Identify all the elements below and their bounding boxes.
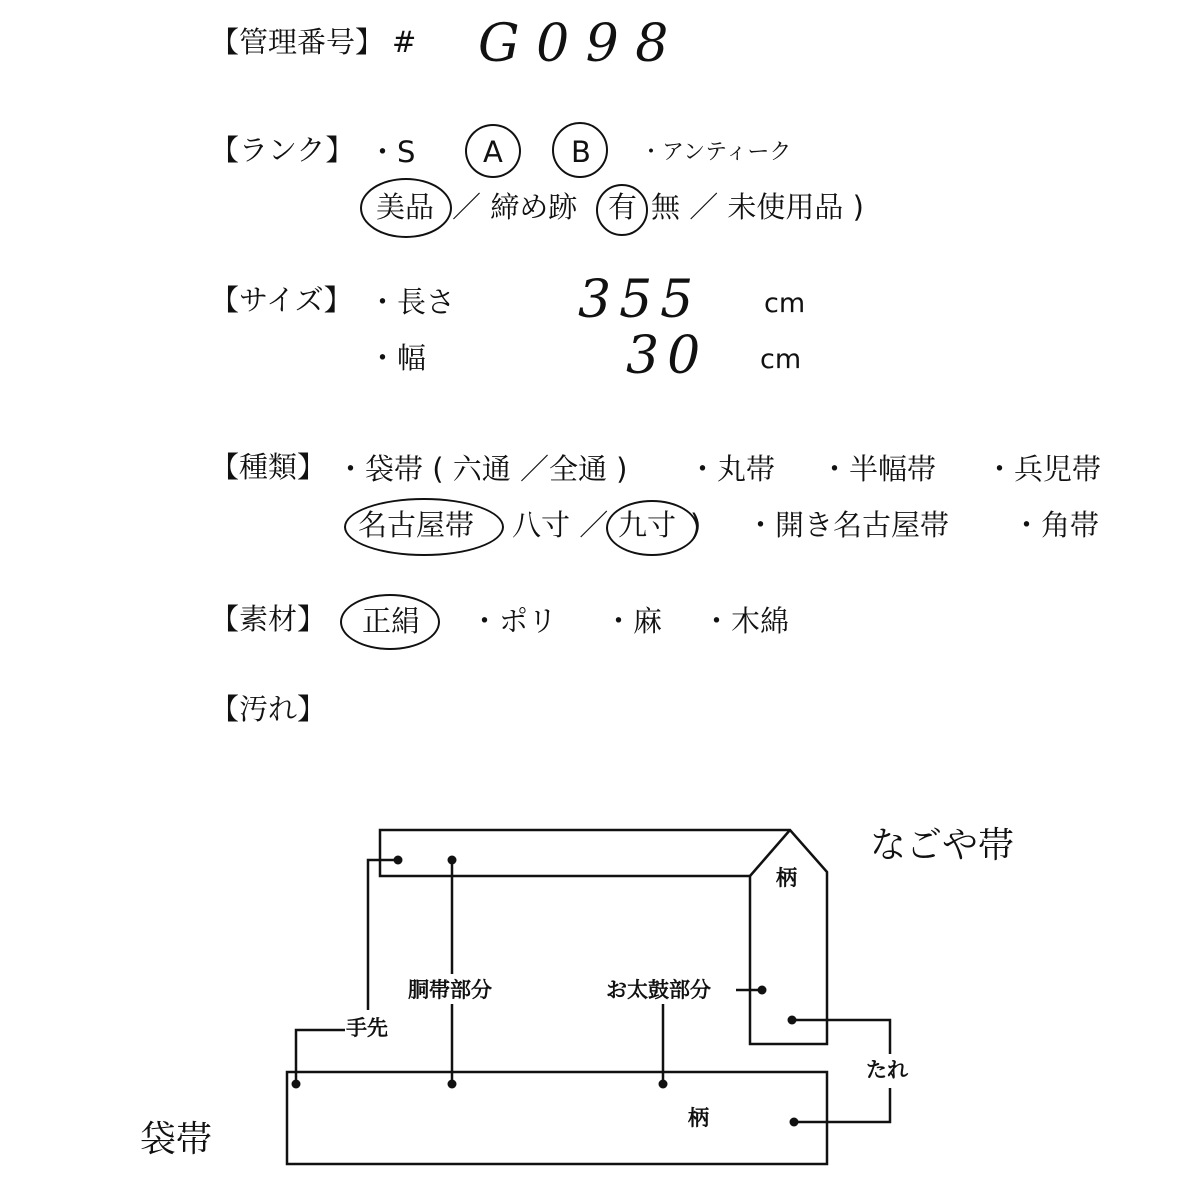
stain-label: 【汚れ】 bbox=[210, 692, 327, 726]
length-label: ・長さ bbox=[368, 285, 456, 319]
nagoya-obi-title: なごや帯 bbox=[870, 825, 1015, 866]
material-silk: 正絹 bbox=[362, 604, 421, 638]
material-asa: ・麻 bbox=[604, 604, 663, 638]
width-value: 30 bbox=[626, 326, 709, 386]
width-label: ・幅 bbox=[368, 341, 427, 375]
management-number-value: G 0 9 8 bbox=[478, 14, 669, 74]
otaiko-dot-fukuro bbox=[659, 1080, 668, 1089]
dobu-dot-nagoya bbox=[448, 856, 457, 865]
kind-nagoya: 名古屋帯 bbox=[358, 508, 475, 542]
tare-leader-top bbox=[792, 1020, 890, 1054]
fukuro-obi-outline bbox=[287, 1072, 827, 1164]
kind-hanhaba: ・半幅帯 bbox=[820, 452, 937, 486]
tare-dot-nagoya bbox=[788, 1016, 797, 1025]
tare-dot-fukuro bbox=[790, 1118, 799, 1127]
kind-hiraki: ・開き名古屋帯 bbox=[746, 508, 950, 542]
tesaki-dot-nagoya bbox=[394, 856, 403, 865]
condition-beauty: 美品 bbox=[376, 190, 435, 224]
dobu-label: 胴帯部分 bbox=[408, 978, 492, 1002]
dobu-dot-fukuro bbox=[448, 1080, 457, 1089]
rank-option-antique: ・アンティーク bbox=[640, 140, 792, 165]
condition-tightening: ／ 締め跡 bbox=[452, 190, 578, 224]
kind-fukuro: ・袋帯 ( 六通 ／全通 ) bbox=[336, 452, 628, 486]
gara-label-bottom: 柄 bbox=[688, 1106, 709, 1130]
tare-label: たれ bbox=[866, 1058, 908, 1082]
material-poly: ・ポリ bbox=[470, 604, 558, 638]
kind-close-paren: ) bbox=[690, 508, 702, 542]
rank-option-b: B bbox=[571, 135, 591, 169]
tesaki-leader-top bbox=[368, 860, 398, 1010]
kind-kaku: ・角帯 bbox=[1012, 508, 1100, 542]
kind-hassun: 八寸 ／ bbox=[512, 508, 609, 542]
tesaki-dot-fukuro bbox=[292, 1080, 301, 1089]
gara-label-top: 柄 bbox=[776, 866, 797, 890]
otaiko-dot-nagoya bbox=[758, 986, 767, 995]
tesaki-leader-bottom bbox=[296, 1030, 345, 1084]
rank-option-s: ・S bbox=[368, 135, 416, 169]
hash-mark: # bbox=[392, 25, 417, 59]
condition-yes: 有 bbox=[608, 190, 638, 224]
condition-rest: 無 ／ 未使用品 ) bbox=[651, 190, 864, 224]
rank-label: 【ランク】 bbox=[210, 133, 355, 167]
kind-heko: ・兵児帯 bbox=[985, 452, 1102, 486]
kind-label: 【種類】 bbox=[210, 450, 327, 484]
fukuro-obi-title: 袋帯 bbox=[140, 1119, 213, 1160]
nagoya-obi-outline bbox=[380, 830, 827, 1044]
otaiko-label: お太鼓部分 bbox=[606, 978, 711, 1002]
size-label: 【サイズ】 bbox=[210, 283, 353, 317]
tare-leader-bottom bbox=[794, 1088, 890, 1122]
rank-option-a: A bbox=[483, 135, 503, 169]
tesaki-label: 手先 bbox=[346, 1016, 388, 1040]
material-label: 【素材】 bbox=[210, 602, 327, 636]
length-value: 355 bbox=[578, 270, 702, 330]
width-unit: cm bbox=[760, 344, 802, 375]
kind-kyusun: 九寸 bbox=[618, 508, 677, 542]
management-number-label: 【管理番号】 bbox=[210, 25, 385, 59]
length-unit: cm bbox=[764, 288, 806, 319]
condition-open-paren: ( bbox=[358, 190, 370, 224]
kind-maru: ・丸帯 bbox=[688, 452, 776, 486]
material-cotton: ・木綿 bbox=[702, 604, 790, 638]
